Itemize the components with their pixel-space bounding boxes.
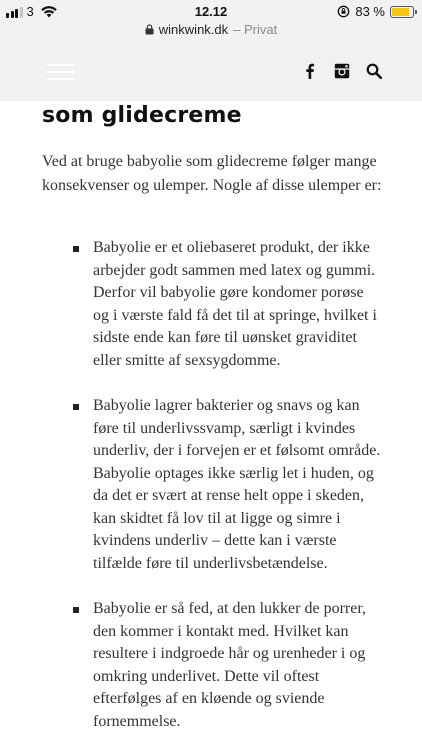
article-content [42, 101, 382, 750]
battery-percent: 83 % [355, 4, 385, 19]
list-item: Babyolie er et oliebaseret produkt, der ikke arbejder godt sammen med latex og gummi. Derfor vil babyolie gøre kondomer porøse og i værste fald få det til at springe, hvilket i sidste ende kan føre til uønsket graviditet eller smitte af sexsygdomme. [42, 237, 382, 372]
site-header [0, 44, 422, 101]
clock: 12.12 [194, 4, 228, 19]
hamburger-menu-icon[interactable] [47, 64, 75, 82]
lock-icon [145, 24, 154, 35]
instagram-icon[interactable] [334, 63, 350, 79]
carrier-label: 3 [26, 4, 34, 19]
intro-paragraph: Ved at bruge babyolie som glidecreme følger mange konsekvenser og ulemper. Nogle af disse ulemper er: [42, 153, 382, 194]
status-bar [0, 0, 422, 44]
header-icons [302, 63, 382, 79]
battery-icon [390, 6, 414, 18]
url-text: winkwink.dk [158, 22, 229, 37]
battery-fill [392, 8, 409, 16]
rotation-lock-icon [337, 5, 350, 18]
address-bar[interactable] [0, 22, 422, 37]
facebook-icon[interactable] [302, 63, 318, 79]
status-right [337, 4, 414, 19]
list-item: Babyolie lagrer bakterier og snavs og kan føre til underlivssvamp, særligt i kvindes underliv, der i forvejen er et følsomt område. Babyolie optages ikke særlig let i huden, og da det er svært at rense helt oppe i skeden, kan skidtet få lov til at ligge og simre i kvindens underliv – dette kan i værste tilfælde føre til underlivsbetændelse. [42, 395, 382, 575]
privacy-label: – Privat [233, 22, 278, 37]
list-item: Babyolie er så fed, at den lukker de porrer, den kommer i kontakt med. Hvilket kan resultere i indgroede hår og urenheder i og omkring underlivet. Dette vil oftest efterfølges af en kløende og sviende fornemmelse. [42, 598, 382, 733]
consequence-list [42, 237, 382, 733]
section-heading: som glidecreme [42, 103, 242, 128]
search-icon[interactable] [366, 63, 382, 79]
